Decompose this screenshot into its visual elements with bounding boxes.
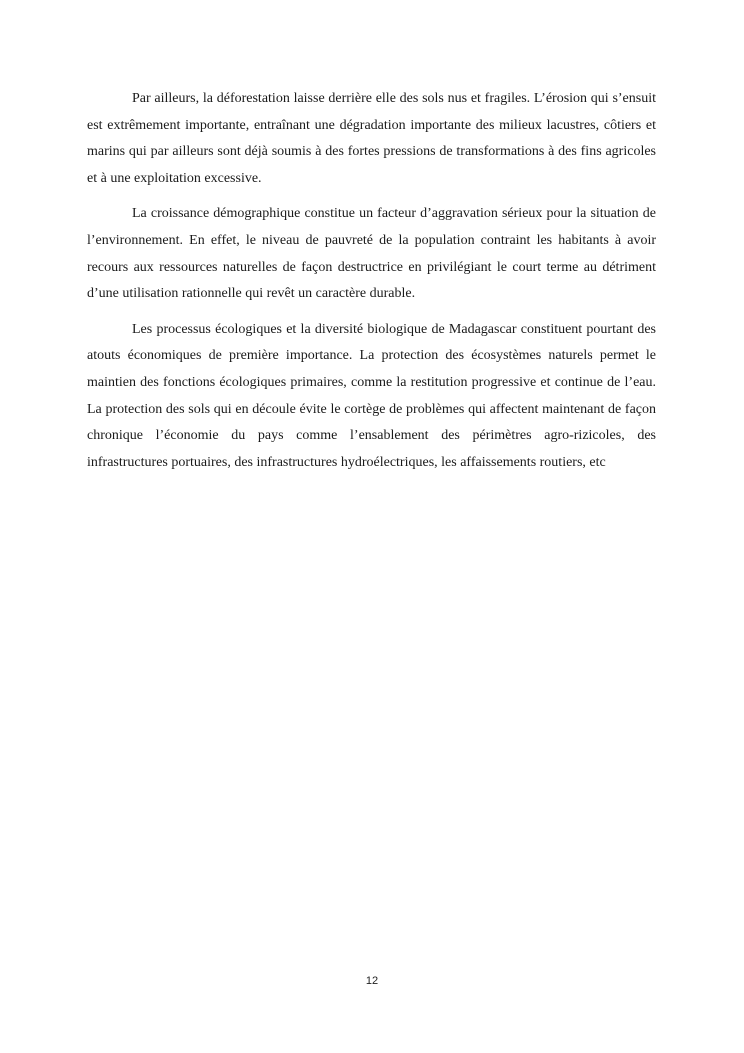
paragraph-demographic-growth: La croissance démographique constitue un facteur d’aggravation sérieux pour la situation de l’environnement. En effet, le niveau de pauvreté de la population contraint les habitants à avoir recours aux ressources naturelles de façon destructrice en privilégiant le court terme au détriment d’une utilisation rationnelle qui revêt un caractère durable. bbox=[87, 206, 656, 302]
paragraph-deforestation: Par ailleurs, la déforestation laisse derrière elle des sols nus et fragiles. L’érosion qui s’ensuit est extrêmement importante, entraînant une dégradation importante des milieux lacustres, côtiers et marins qui par ailleurs sont déjà soumis à des fortes pressions de transformations à des fins agricoles et à une exploitation excessive. bbox=[87, 91, 656, 186]
paragraph-ecological-processes: Les processus écologiques et la diversité biologique de Madagascar constituent pourtant des atouts économiques de première importance. La protection des écosystèmes naturels permet le maintien des fonctions écologiques primaires, comme la restitution progressive et continue de l’eau. La protection des sols qui en découle évite le cortège de problèmes qui affectent maintenant de façon chronique l’économie du pays comme l’ensablement des périmètres agro-rizicoles, des infrastructures portuaires, des infrastructures hydroélectriques, les affaissements routiers, etc bbox=[87, 321, 656, 470]
body-text bbox=[87, 86, 656, 485]
page-number: 12 bbox=[365, 975, 379, 987]
